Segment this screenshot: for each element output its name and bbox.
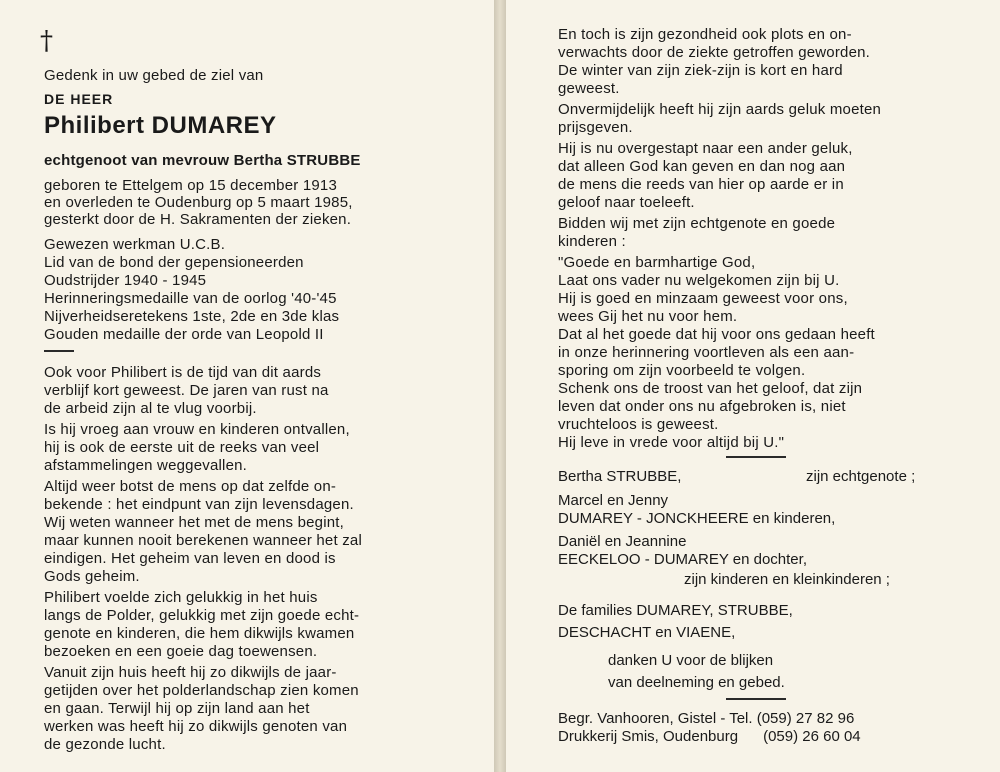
family-line: Bertha STRUBBE, xyxy=(558,468,682,485)
text-line: Is hij vroeg aan vrouw en kinderen ontvallen, xyxy=(44,421,350,438)
page-fold xyxy=(494,0,506,772)
family-line: Daniël en Jeannine xyxy=(558,533,687,550)
text-line: getijden over het polderlandschap zien komen xyxy=(44,682,359,699)
prayer-line: wees Gij het nu voor hem. xyxy=(558,308,738,325)
text-line: prijsgeven. xyxy=(558,119,633,136)
prayer-line: Laat ons vader nu welgekomen zijn bij U. xyxy=(558,272,840,289)
prayer-line: vruchteloos is geweest. xyxy=(558,416,719,433)
text-line: geloof naar toeleeft. xyxy=(558,194,695,211)
text-line: bezoeken en een goeie dag toewensen. xyxy=(44,643,318,660)
career-line: Gewezen werkman U.C.B. xyxy=(44,236,226,253)
printer-line: Drukkerij Smis, Oudenburg (059) 26 60 04 xyxy=(558,728,861,745)
family-line: zijn kinderen en kleinkinderen ; xyxy=(684,571,890,588)
cross-icon: † xyxy=(40,26,53,56)
text-line: de gezonde lucht. xyxy=(44,736,166,753)
text-line: afstammelingen weggevallen. xyxy=(44,457,248,474)
text-line: de arbeid zijn al te vlug voorbij. xyxy=(44,400,257,417)
thanks-line: danken U voor de blijken xyxy=(608,652,774,669)
thanks-line: van deelneming en gebed. xyxy=(608,674,785,691)
prayer-line: "Goede en barmhartige God, xyxy=(558,254,756,271)
text-line: En toch is zijn gezondheid ook plots en on- xyxy=(558,26,852,43)
intro-line: Gedenk in uw gebed de ziel van xyxy=(44,67,264,84)
career-line: Oudstrijder 1940 - 1945 xyxy=(44,272,207,289)
birth-line: gesterkt door de H. Sakramenten der zieken. xyxy=(44,211,352,228)
text-line: verwachts door de ziekte getroffen geworden. xyxy=(558,44,871,61)
printer-line: Begr. Vanhooren, Gistel - Tel. (059) 27 82 96 xyxy=(558,710,855,727)
divider xyxy=(726,698,786,700)
text-line: Gods geheim. xyxy=(44,568,140,585)
text-line: Ook voor Philibert is de tijd van dit aards xyxy=(44,364,322,381)
family-line: zijn echtgenote ; xyxy=(806,468,916,485)
text-line: en gaan. Terwijl hij op zijn land aan het xyxy=(44,700,310,717)
career-line: Gouden medaille der orde van Leopold II xyxy=(44,326,324,343)
text-line: eindigen. Het geheim van leven en dood is xyxy=(44,550,336,567)
right-page xyxy=(506,0,1000,772)
text-line: hij is ook de eerste uit de reeks van veel xyxy=(44,439,320,456)
career-line: Nijverheidseretekens 1ste, 2de en 3de klas xyxy=(44,308,340,325)
text-line: Onvermijdelijk heeft hij zijn aards geluk moeten xyxy=(558,101,882,118)
prayer-line: Hij is goed en minzaam geweest voor ons, xyxy=(558,290,848,307)
prayer-line: Schenk ons de troost van het geloof, dat zijn xyxy=(558,380,863,397)
birth-line: geboren te Ettelgem op 15 december 1913 xyxy=(44,177,337,194)
career-line: Herinneringsmedaille van de oorlog '40-'45 xyxy=(44,290,337,307)
text-line: dat alleen God kan geven en dan nog aan xyxy=(558,158,846,175)
text-line: Altijd weer botst de mens op dat zelfde on- xyxy=(44,478,337,495)
text-line: werken was heeft hij zo dikwijls genoten van xyxy=(44,718,348,735)
title-line: DE HEER xyxy=(44,91,114,107)
prayer-line: in onze herinnering voortleven als een aan- xyxy=(558,344,855,361)
text-line: Hij is nu overgestapt naar een ander geluk, xyxy=(558,140,853,157)
text-line: genote en kinderen, die hem dikwijls kwamen xyxy=(44,625,355,642)
family-line: Marcel en Jenny xyxy=(558,492,669,509)
prayer-line: Hij leve in vrede voor altijd bij U." xyxy=(558,434,785,451)
family-line: De families DUMAREY, STRUBBE, xyxy=(558,602,793,619)
family-line: EECKELOO - DUMAREY en dochter, xyxy=(558,551,807,568)
family-line: DESCHACHT en VIAENE, xyxy=(558,624,736,641)
text-line: langs de Polder, gelukkig met zijn goede echt- xyxy=(44,607,360,624)
divider xyxy=(44,350,74,352)
divider xyxy=(726,456,786,458)
prayer-line: leven dat onder ons nu afgebroken is, niet xyxy=(558,398,846,415)
text-line: maar kunnen nooit berekenen wanneer het zal xyxy=(44,532,362,549)
text-line: de mens die reeds van hier op aarde er in xyxy=(558,176,844,193)
family-line: DUMAREY - JONCKHEERE en kinderen, xyxy=(558,510,836,527)
text-line: Philibert voelde zich gelukkig in het huis xyxy=(44,589,318,606)
birth-line: en overleden te Oudenburg op 5 maart 1985, xyxy=(44,194,353,211)
text-line: De winter van zijn ziek-zijn is kort en hard xyxy=(558,62,843,79)
text-line: Vanuit zijn huis heeft hij zo dikwijls de jaar- xyxy=(44,664,337,681)
prayer-line: sporing om zijn voorbeeld te volgen. xyxy=(558,362,806,379)
deceased-name: Philibert DUMAREY xyxy=(44,112,277,139)
career-line: Lid van de bond der gepensioneerden xyxy=(44,254,304,271)
left-page xyxy=(0,0,494,772)
text-line: Wij weten wanneer het met de mens begint, xyxy=(44,514,345,531)
text-line: verblijf kort geweest. De jaren van rust na xyxy=(44,382,329,399)
prayer-line: Dat al het goede dat hij voor ons gedaan heeft xyxy=(558,326,875,343)
text-line: geweest. xyxy=(558,80,620,97)
text-line: kinderen : xyxy=(558,233,626,250)
spouse-line: echtgenoot van mevrouw Bertha STRUBBE xyxy=(44,152,361,169)
text-line: bekende : het eindpunt van zijn levensdagen. xyxy=(44,496,354,513)
text-line: Bidden wij met zijn echtgenote en goede xyxy=(558,215,836,232)
